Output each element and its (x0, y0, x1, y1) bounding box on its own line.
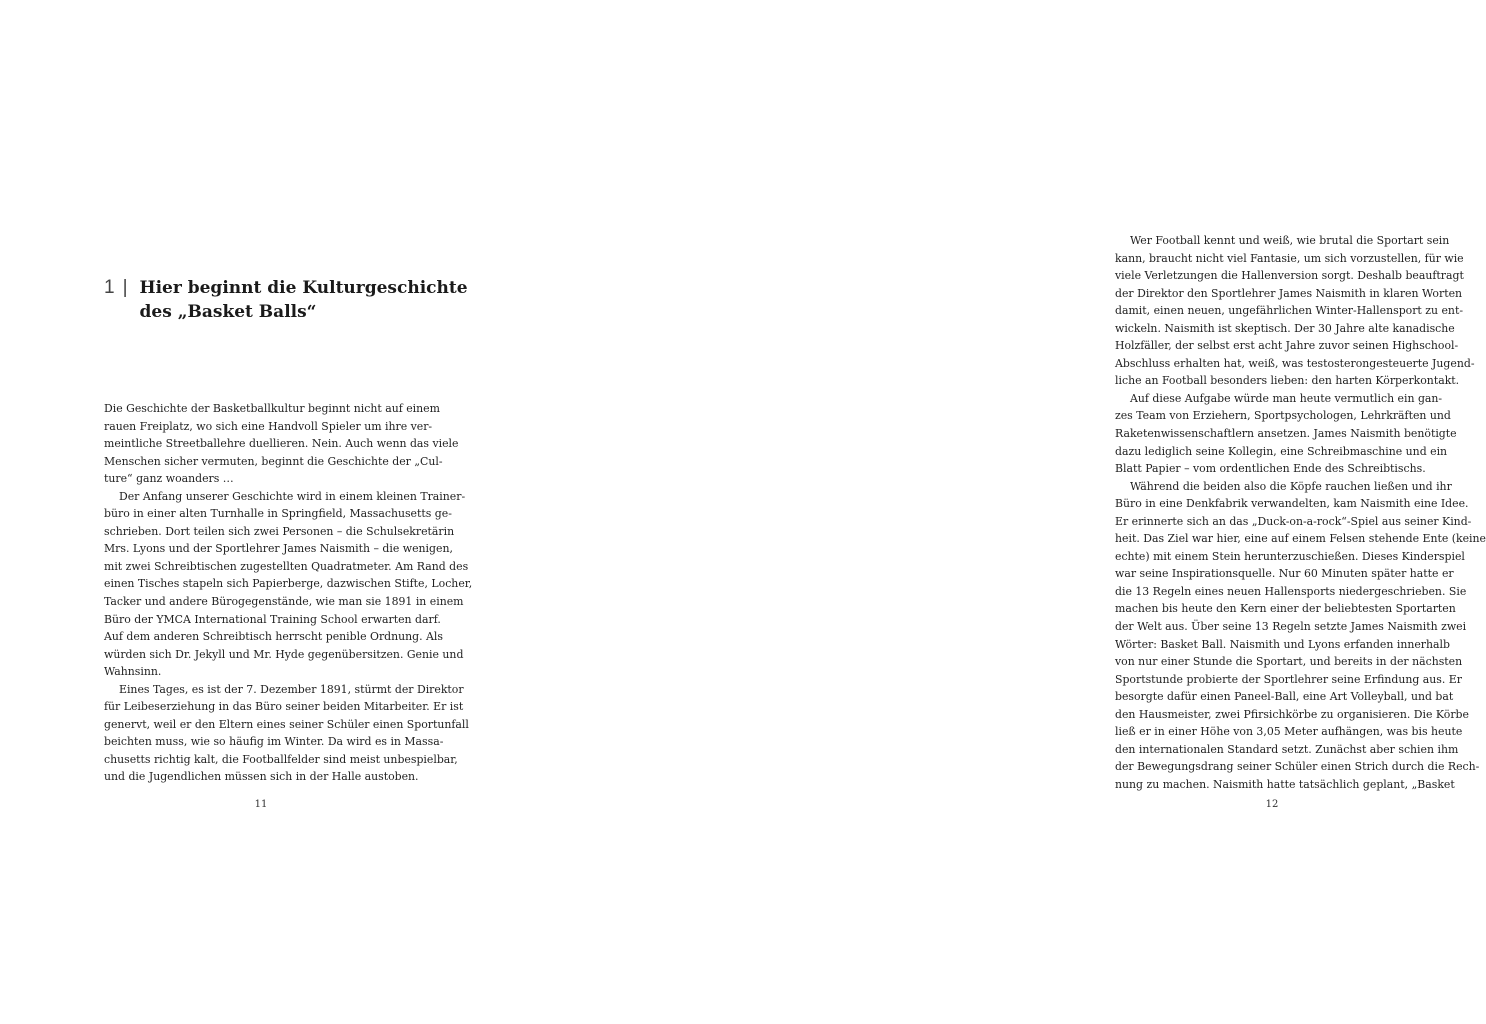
chapter-title-line: des „Basket Balls“ (139, 302, 317, 322)
text-line: damit, einen neuen, ungefährlichen Winter-Hallensport zu ent- (1115, 304, 1463, 318)
text-line: ließ er in einer Höhe von 3,05 Meter aufhängen, was bis heute (1115, 725, 1463, 739)
text-line: Tacker und andere Bürogegenstände, wie man sie 1891 in einem (104, 595, 464, 609)
text-line: Mrs. Lyons und der Sportlehrer James Naismith – die wenigen, (104, 542, 453, 556)
text-line: nung zu machen. Naismith hatte tatsächlich geplant, „Basket (1115, 777, 1455, 791)
text-line: Auf dem anderen Schreibtisch herrscht penible Ordnung. Als (104, 630, 443, 644)
chapter-separator: | (122, 277, 128, 298)
text-line: Er erinnerte sich an das „Duck-on-a-rock“-Spiel aus seiner Kind- (1115, 514, 1472, 528)
text-line: schrieben. Dort teilen sich zwei Personen – die Schulsekretärin (104, 524, 455, 538)
text-line: liche an Football besonders lieben: den harten Körperkontakt. (1115, 374, 1460, 388)
text-line: meintliche Streetballehre duellieren. Nein. Auch wenn das viele (104, 437, 459, 451)
text-line: Der Anfang unserer Geschichte wird in einem kleinen Trainer- (119, 489, 466, 503)
right-page (512, 0, 1486, 1024)
text-line: Abschluss erhalten hat, weiß, was testosterongesteuerte Jugend- (1115, 356, 1475, 370)
chapter-heading (104, 276, 468, 324)
text-line: Wer Football kennt und weiß, wie brutal die Sportart sein (1130, 234, 1450, 247)
text-line: heit. Das Ziel war hier, eine auf einem Felsen stehende Ente (keine (1115, 532, 1486, 546)
text-line: der Bewegungsdrang seiner Schüler einen Strich durch die Rech- (1115, 760, 1480, 774)
text-line: Büro der YMCA International Training School erwarten darf. (104, 612, 441, 626)
chapter-title-line: Hier beginnt die Kulturgeschichte (139, 278, 468, 298)
text-line: viele Verletzungen die Hallenversion sorgt. Deshalb beauftragt (1115, 269, 1464, 283)
text-line: und die Jugendlichen müssen sich in der Halle austoben. (104, 770, 419, 784)
text-line: echte) mit einem Stein herunterzuschießen. Dieses Kinderspiel (1115, 549, 1465, 563)
text-line: rauen Freiplatz, wo sich eine Handvoll Spieler um ihre ver- (104, 419, 433, 433)
text-line: zes Team von Erziehern, Sportpsychologen, Lehrkräften und (1115, 409, 1451, 423)
chapter-number: 1 (104, 277, 115, 298)
text-line: Menschen sicher vermuten, beginnt die Geschichte der „Cul- (104, 454, 443, 468)
page-number: 12 (1265, 799, 1279, 810)
text-line: mit zwei Schreibtischen zugestellten Quadratmeter. Am Rand des (104, 559, 469, 573)
left-body-text (104, 400, 473, 786)
right-body-text (1115, 232, 1486, 794)
text-line: war seine Inspirationsquelle. Nur 60 Minuten später hatte er (1115, 567, 1454, 581)
left-page (0, 0, 512, 1024)
text-line: den Hausmeister, zwei Pfirsichkörbe zu organisieren. Die Körbe (1115, 707, 1469, 721)
chapter-title (140, 276, 468, 324)
text-line: Raketenwissenschaftlern ansetzen. James Naismith benötigte (1115, 427, 1457, 441)
text-line: ture“ ganz woanders … (104, 472, 234, 486)
text-line: der Welt aus. Über seine 13 Regeln setzte James Naismith zwei (1115, 620, 1467, 634)
text-line: büro in einer alten Turnhalle in Springfield, Massachusetts ge- (104, 507, 452, 521)
text-line: besorgte dafür einen Paneel-Ball, eine Art Volleyball, und bat (1115, 690, 1454, 704)
text-line: dazu lediglich seine Kollegin, eine Schreibmaschine und ein (1115, 444, 1448, 458)
text-line: beichten muss, wie so häufig im Winter. Da wird es in Massa- (104, 735, 444, 749)
text-line: den internationalen Standard setzt. Zunächst aber schien ihm (1115, 742, 1459, 756)
text-line: machen bis heute den Kern einer der beliebtesten Sportarten (1115, 602, 1456, 616)
text-line: wickeln. Naismith ist skeptisch. Der 30 Jahre alte kanadische (1115, 321, 1455, 335)
text-line: der Direktor den Sportlehrer James Naismith in klaren Worten (1115, 286, 1463, 300)
text-line: Blatt Papier – vom ordentlichen Ende des Schreibtischs. (1115, 462, 1426, 476)
text-line: Sportstunde probierte der Sportlehrer seine Erfindung aus. Er (1115, 672, 1462, 686)
text-line: die 13 Regeln eines neuen Hallensports niedergeschrieben. Sie (1115, 584, 1467, 598)
text-line: von nur einer Stunde die Sportart, und bereits in der nächsten (1115, 655, 1463, 669)
text-line: genervt, weil er den Eltern eines seiner Schüler einen Sportunfall (104, 717, 469, 731)
text-line: chusetts richtig kalt, die Footballfelder sind meist unbespielbar, (104, 752, 458, 766)
text-line: Wörter: Basket Ball. Naismith und Lyons erfanden innerhalb (1115, 637, 1450, 651)
text-line: Holzfäller, der selbst erst acht Jahre zuvor seinen Highschool- (1115, 339, 1459, 353)
text-line: Die Geschichte der Basketballkultur beginnt nicht auf einem (104, 402, 440, 415)
text-line: Büro in eine Denkfabrik verwandelten, kam Naismith eine Idee. (1115, 497, 1469, 511)
text-line: würden sich Dr. Jekyll und Mr. Hyde gegenübersitzen. Genie und (104, 647, 464, 661)
page-number: 11 (254, 799, 268, 810)
text-line: kann, braucht nicht viel Fantasie, um sich vorzustellen, für wie (1115, 251, 1464, 265)
text-line: Wahnsinn. (104, 665, 162, 679)
text-line: Eines Tages, es ist der 7. Dezember 1891, stürmt der Direktor (119, 682, 464, 696)
text-line: einen Tisches stapeln sich Papierberge, dazwischen Stifte, Locher, (104, 577, 473, 591)
text-line: Während die beiden also die Köpfe rauchen ließen und ihr (1130, 479, 1452, 493)
text-line: Auf diese Aufgabe würde man heute vermutlich ein gan- (1130, 391, 1443, 405)
text-line: für Leibeserziehung in das Büro seiner beiden Mitarbeiter. Er ist (104, 700, 464, 714)
